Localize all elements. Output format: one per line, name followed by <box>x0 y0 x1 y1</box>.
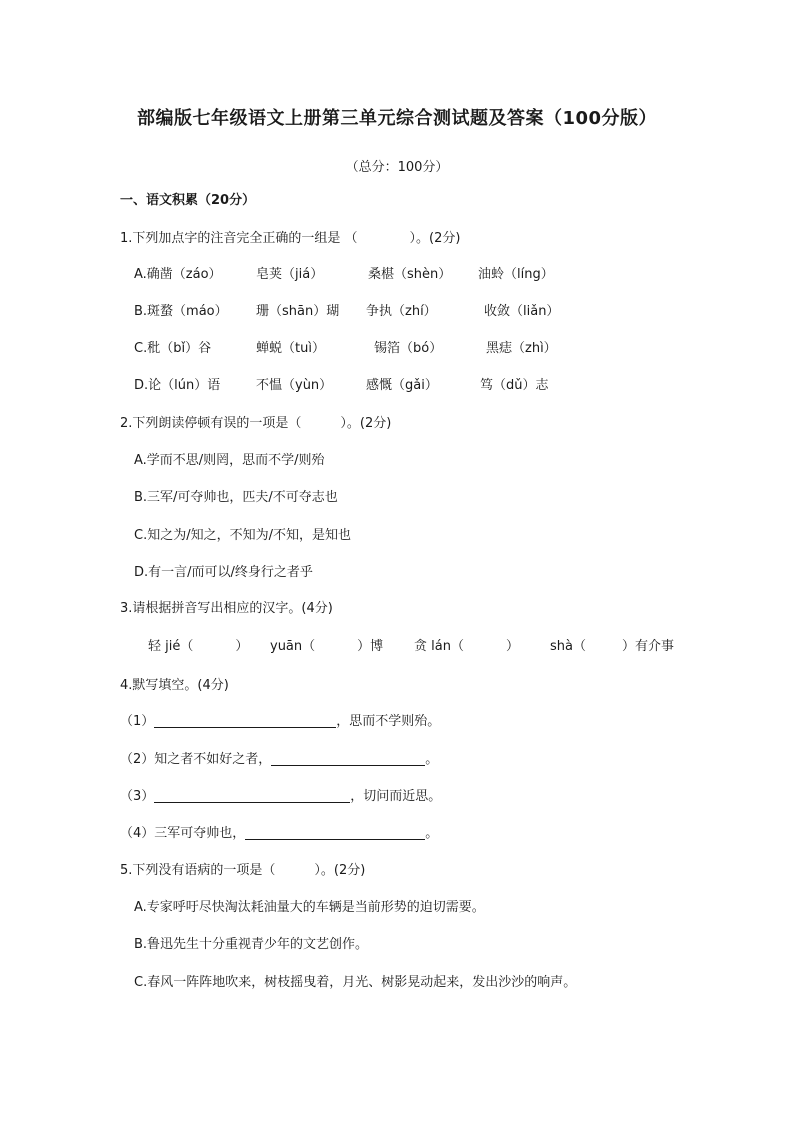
q3-item-2 <box>270 638 383 656</box>
q4-line-1 <box>120 713 440 731</box>
q3-item-2-prompt: yuān（ <box>270 639 316 654</box>
question-5-stem: 5.下列没有语病的一项是（ ）。(2分) <box>120 863 366 878</box>
q1-option-b-1: B.斑蝥（máo） <box>134 304 228 319</box>
q4-line-4-end: 。 <box>425 826 439 841</box>
q3-item-4 <box>550 638 674 656</box>
q3-item-3-close: ） <box>505 639 519 654</box>
q2-option-c: C.知之为/知之，不知为/不知，是知也 <box>134 528 351 543</box>
q1-option-c-3: 锡箔（bó） <box>374 341 443 356</box>
q4-line-2-number: （2） <box>120 752 155 767</box>
q1-option-a-4: 油蛉（líng） <box>478 267 554 282</box>
q4-line-3-number: （3） <box>120 789 155 804</box>
q4-line-1-text: ，思而不学则殆。 <box>336 714 441 729</box>
q4-line-4 <box>120 825 438 843</box>
q2-option-a: A.学而不思/则罔，思而不学/则殆 <box>134 453 325 468</box>
q5-option-b: B.鲁迅先生十分重视青少年的文艺创作。 <box>134 937 369 952</box>
q1-option-d-2: 不愠（yùn） <box>256 378 333 393</box>
document-title: 部编版七年级语文上册第三单元综合测试题及答案（100分版） <box>136 108 658 129</box>
q1-option-a-2: 皂荚（jiá） <box>256 267 324 282</box>
q3-item-1 <box>148 638 248 656</box>
q4-line-4-text: 三军可夺帅也， <box>154 826 246 841</box>
q5-option-c: C.春风一阵阵地吹来，树枝摇曳着，月光、树影晃动起来，发出沙沙的响声。 <box>134 975 577 990</box>
q4-line-4-number: （4） <box>120 826 155 841</box>
q2-option-b: B.三军/可夺帅也，匹夫/不可夺志也 <box>134 490 338 505</box>
q4-line-1-number: （1） <box>120 714 155 729</box>
question-3-stem: 3.请根据拼音写出相应的汉字。(4分) <box>120 601 333 616</box>
q3-item-3-prompt: 贪 lán（ <box>414 639 464 654</box>
q4-line-4-blank[interactable] <box>245 825 425 840</box>
q3-item-4-close: ）有介事 <box>621 639 674 654</box>
question-2-stem: 2.下列朗读停顿有误的一项是（ ）。(2分) <box>120 416 392 431</box>
q1-option-c-2: 蝉蜕（tuì） <box>256 341 325 356</box>
question-1-stem: 1.下列加点字的注音完全正确的一组是 （ ）。(2分) <box>120 231 461 246</box>
question-4-stem: 4.默写填空。(4分) <box>120 678 229 693</box>
q1-option-a-1: A.确凿（záo） <box>134 267 222 282</box>
q3-item-4-prompt: shà（ <box>550 639 586 654</box>
q1-option-c-4: 黑痣（zhì） <box>486 341 557 356</box>
q1-option-d-4: 笃（dǔ）志 <box>480 378 549 393</box>
q4-line-3 <box>120 788 441 806</box>
q3-item-3 <box>414 638 519 656</box>
q1-option-b-3: 争执（zhí） <box>366 304 437 319</box>
total-score: （总分：100分） <box>345 160 449 175</box>
q4-line-3-blank[interactable] <box>154 788 350 803</box>
q4-line-3-text: ，切问而近思。 <box>350 789 442 804</box>
q3-item-1-prompt: 轻 jié（ <box>148 639 194 654</box>
q4-line-1-blank[interactable] <box>154 713 336 728</box>
q5-option-a: A.专家呼吁尽快淘汰耗油量大的车辆是当前形势的迫切需要。 <box>134 900 485 915</box>
q2-option-d: D.有一言/而可以/终身行之者乎 <box>134 565 313 580</box>
section-heading: 一、语文积累（20分） <box>120 193 256 208</box>
q1-option-d-1: D.论（lún）语 <box>134 378 221 393</box>
q1-option-b-4: 收敛（liǎn） <box>484 304 560 319</box>
q3-item-1-close: ） <box>235 639 249 654</box>
q4-line-2-end: 。 <box>425 752 439 767</box>
q4-line-2-blank[interactable] <box>271 751 425 766</box>
q1-option-d-3: 感慨（gǎi） <box>366 378 438 393</box>
q3-item-2-close: ）博 <box>357 639 384 654</box>
q4-line-2 <box>120 751 438 769</box>
q1-option-a-3: 桑椹（shèn） <box>368 267 452 282</box>
q1-option-c-1: C.秕（bǐ）谷 <box>134 341 212 356</box>
q4-line-2-text: 知之者不如好之者， <box>154 752 272 767</box>
q1-option-b-2: 珊（shān）瑚 <box>256 304 340 319</box>
